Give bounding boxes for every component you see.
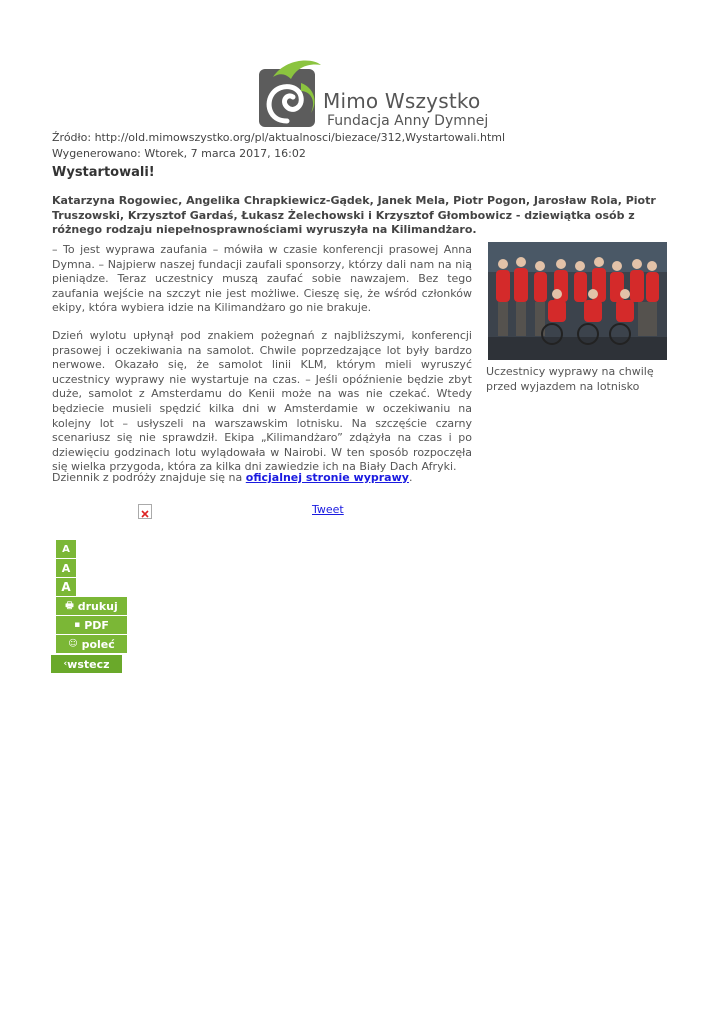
paragraph-1: – To jest wyprawa zaufania – mówiła w czasie konferencji prasowej Anna Dymna. – Najpierw naszej fundacji zaufali sponsorzy, którzy dali nam na nią pieniądze. Teraz uczestnicy muszą zaufać sobie nawzajem. Bez tego zaufania wejście na szczyt nie jest możliwe. Cieszę się, że wśród członków ekipy, która wybiera idzie na Kilimandżaro go nie brakuje. [52, 243, 472, 315]
font-medium-button[interactable] [56, 559, 76, 577]
broken-image-icon [138, 504, 152, 519]
print-button[interactable] [56, 597, 127, 615]
expedition-site-link[interactable]: oficjalnej stronie wyprawy [245, 471, 409, 484]
logo-title: Mimo Wszystko [323, 89, 481, 113]
font-medium-label: A [61, 561, 71, 575]
chevron-left-icon: ‹ [63, 659, 68, 669]
photo-caption: Uczestnicy wyprawy na chwilę przed wyjazdem na lotnisko [486, 365, 654, 393]
logo-subtitle: Fundacja Anny Dymnej [327, 113, 489, 129]
generated-date: Wygenerowano: Wtorek, 7 marca 2017, 16:02 [52, 147, 306, 160]
paragraph-3 [52, 471, 472, 486]
back-button[interactable] [51, 655, 122, 673]
paragraph-3-prefix: Dziennik z podróży znajduje się na [52, 471, 246, 484]
font-large-label: A [61, 580, 71, 594]
font-large-button[interactable] [56, 578, 76, 596]
font-small-button[interactable] [56, 540, 76, 558]
pdf-icon: ▪ [74, 620, 81, 630]
pdf-label: PDF [84, 618, 109, 632]
pdf-button[interactable] [56, 616, 127, 634]
tweet-link[interactable]: Tweet [312, 503, 344, 516]
recommend-label: poleć [81, 637, 115, 651]
site-logo [255, 55, 489, 133]
paragraph-2: Dzień wylotu upłynął pod znakiem pożegnań z najbliższymi, konferencji prasowej i oczekiwania na samolot. Chwile poprzedzające lot były bardzo nerwowe. Okazało się, że samolot linii KLM, którym mieli wyruszyć uczestnicy wyprawy nie wystartuje na czas. – Jeśli opóźnienie będzie zbyt duże, samolot z Amsterdamu do Kenii może na was nie czekać. Wtedy będziecie musieli spędzić kilka dni w Amsterdamie w oczekiwaniu na kolejny lot – usłyszeli na warszawskim lotnisku. Na szczęście czarny scenariusz się nie sprawdził. Ekipa „Kilimandżaro” zdążyła na czas i po dziewięciu godzinach lotu wylądowała w Nairobi. W ten sposób rozpoczęła się wielka przygoda, która za kilka dni zawiedzie ich na Biały Dach Afryki. [52, 329, 472, 474]
source-url: Źródło: http://old.mimowszystko.org/pl/aktualnosci/biezace/312,Wystartowali.html [52, 131, 506, 144]
person-icon: ☺ [68, 639, 78, 649]
back-label: wstecz [67, 657, 110, 671]
paragraph-3-suffix: . [408, 471, 413, 484]
recommend-button[interactable] [56, 635, 127, 653]
print-label: drukuj [77, 599, 118, 613]
article-title: Wystartowali! [52, 165, 155, 180]
font-small-label: A [62, 543, 70, 555]
article-lead: Katarzyna Rogowiec, Angelika Chrapkiewicz-Gądek, Janek Mela, Piotr Pogon, Jarosław Rola, Piotr Truszowski, Krzysztof Gardaś, Łukasz Żelechowski i Krzysztof Głombowicz - dziewiątka osób z różnego rodzaju niepełnosprawnościami wyruszyła na Kilimandżaro. [52, 194, 656, 236]
printer-icon: 🖶 [65, 601, 74, 611]
team-photo [488, 242, 667, 360]
spiral-logo-icon [255, 55, 325, 133]
